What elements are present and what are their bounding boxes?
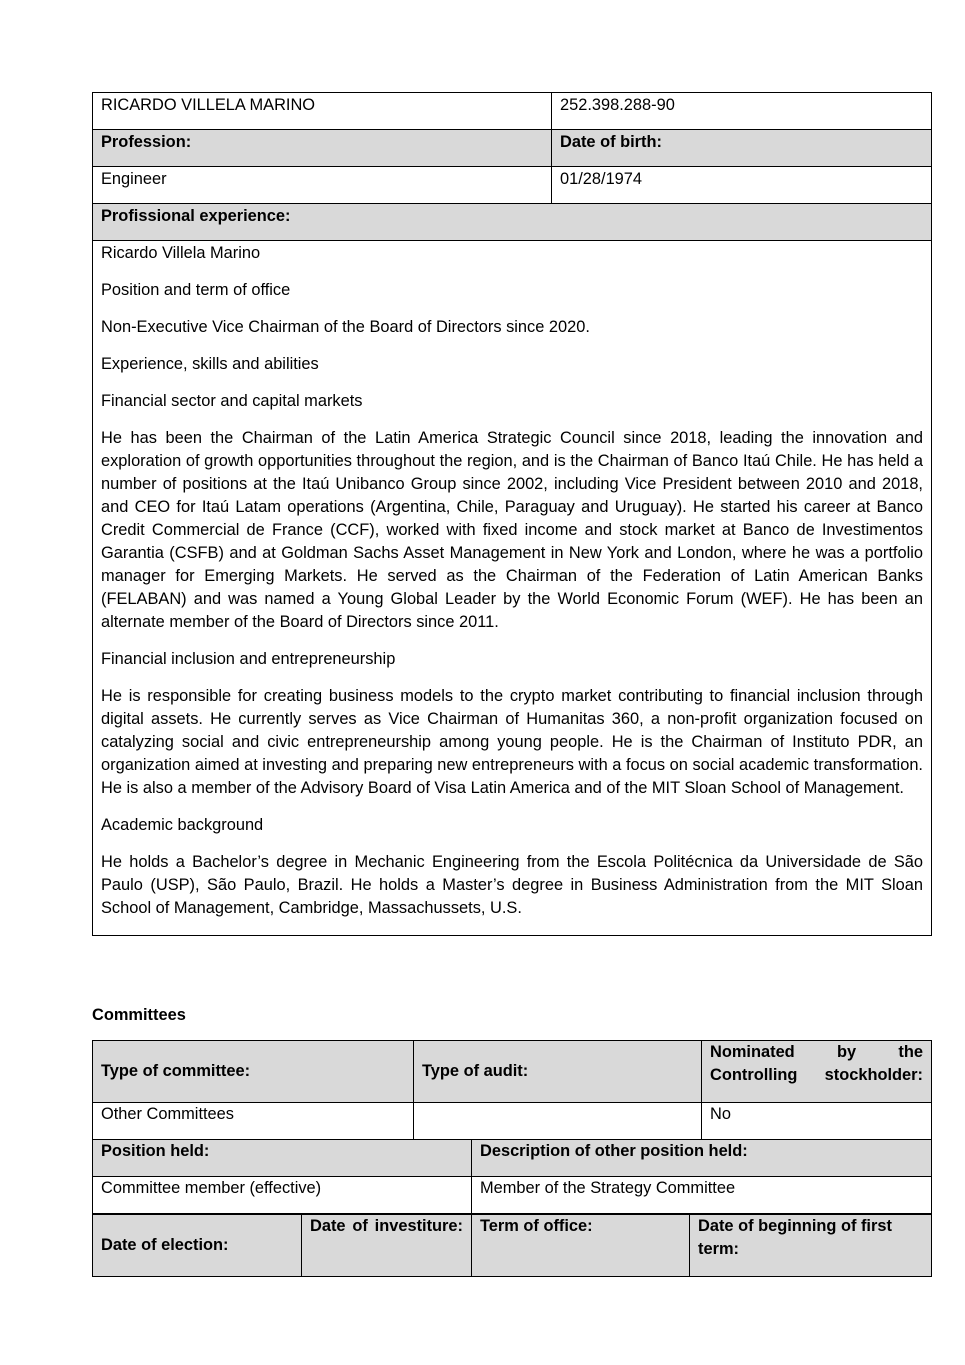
experience-person-name: Ricardo Villela Marino (101, 244, 261, 262)
type-of-committee-label: Type of committee: (93, 1041, 414, 1103)
personal-info-table (92, 92, 932, 936)
academic-heading: Academic background (101, 816, 264, 834)
committees-title: Committees (92, 1006, 186, 1024)
type-of-committee-value: Other Committees (93, 1103, 414, 1140)
academic-text: He holds a Bachelor’s degree in Mechanic Engineering from the Escola Politécnica da Universidade de São Paulo (USP), São Paulo, Brazil. He holds a Master’s degree in Business Administration from the MIT Sloan School of Management, Cambridge, Massachussets, U.S. (101, 853, 923, 917)
inclusion-text: He is responsible for creating business models to the crypto market contributing to financial inclusion through digital assets. He currently serves as Vice Chairman of Humanitas 360, a non-profit organization focused on catalyzing social and civic entrepreneurship among young people. He is the Chairman of Instituto PDR, an organization aimed at investing and preparing new entrepreneurs with a focus on social academic transformation. He is also a member of the Advisory Board of Visa Latin America and of the MIT Sloan School of Management. (101, 687, 923, 797)
nominated-label-text: Nominated by the Controlling stockholder: (710, 1043, 923, 1084)
description-label: Description of other position held: (472, 1140, 932, 1177)
date-of-birth-value: 01/28/1974 (552, 167, 932, 204)
position-text: Non-Executive Vice Chairman of the Board of Directors since 2020. (101, 318, 590, 336)
nominated-label (702, 1041, 932, 1103)
person-cpf: 252.398.288-90 (552, 93, 932, 130)
date-of-election-label: Date of election: (93, 1215, 302, 1277)
person-name: RICARDO VILLELA MARINO (93, 93, 552, 130)
profession-value: Engineer (93, 167, 552, 204)
type-of-audit-label: Type of audit: (414, 1041, 702, 1103)
term-of-office-label: Term of office: (472, 1215, 690, 1277)
type-of-audit-value (414, 1103, 702, 1140)
financial-text: He has been the Chairman of the Latin America Strategic Council since 2018, leading the innovation and exploration of growth opportunities throughout the region, and is the Chairman of Banco Itaú Chile. He has held a number of positions at the Itaú Unibanco Group since 2002, including Vice President between 2010 and 2018, and CEO for Itaú Latam operations (Argentina, Chile, Paraguay and Uruguay). He started his career at Banco Credit Commercial de France (CCF), worked with fixed income and stock market at Banco de Investimentos Garantia (CSFB) and at Goldman Sachs Asset Management in New York and London, where he was a portfolio manager for Emerging Markets. He served as the Chairman of the Federation of Latin American Banks (FELABAN) and was named a Young Global Leader by the World Economic Forum (WEF). He has been an alternate member of the Board of Directors since 2011. (101, 429, 923, 631)
description-value: Member of the Strategy Committee (472, 1177, 932, 1214)
date-of-investiture-label (302, 1215, 472, 1277)
committee-type-table (92, 1040, 932, 1140)
experience-label: Profissional experience: (93, 204, 932, 241)
inclusion-heading: Financial inclusion and entrepreneurship (101, 650, 396, 668)
dates-table (92, 1214, 932, 1277)
skills-heading: Experience, skills and abilities (101, 355, 319, 373)
date-of-birth-label: Date of birth: (552, 130, 932, 167)
date-first-term-label: Date of beginning of first term: (690, 1215, 932, 1277)
position-held-label: Position held: (93, 1140, 472, 1177)
position-heading: Position and term of office (101, 281, 291, 299)
position-held-value: Committee member (effective) (93, 1177, 472, 1214)
profession-label: Profession: (93, 130, 552, 167)
position-held-table (92, 1139, 932, 1214)
financial-heading: Financial sector and capital markets (101, 392, 363, 410)
nominated-value: No (702, 1103, 932, 1140)
experience-body (93, 241, 932, 936)
date-of-investiture-label-text: Date of investiture: (310, 1217, 463, 1235)
